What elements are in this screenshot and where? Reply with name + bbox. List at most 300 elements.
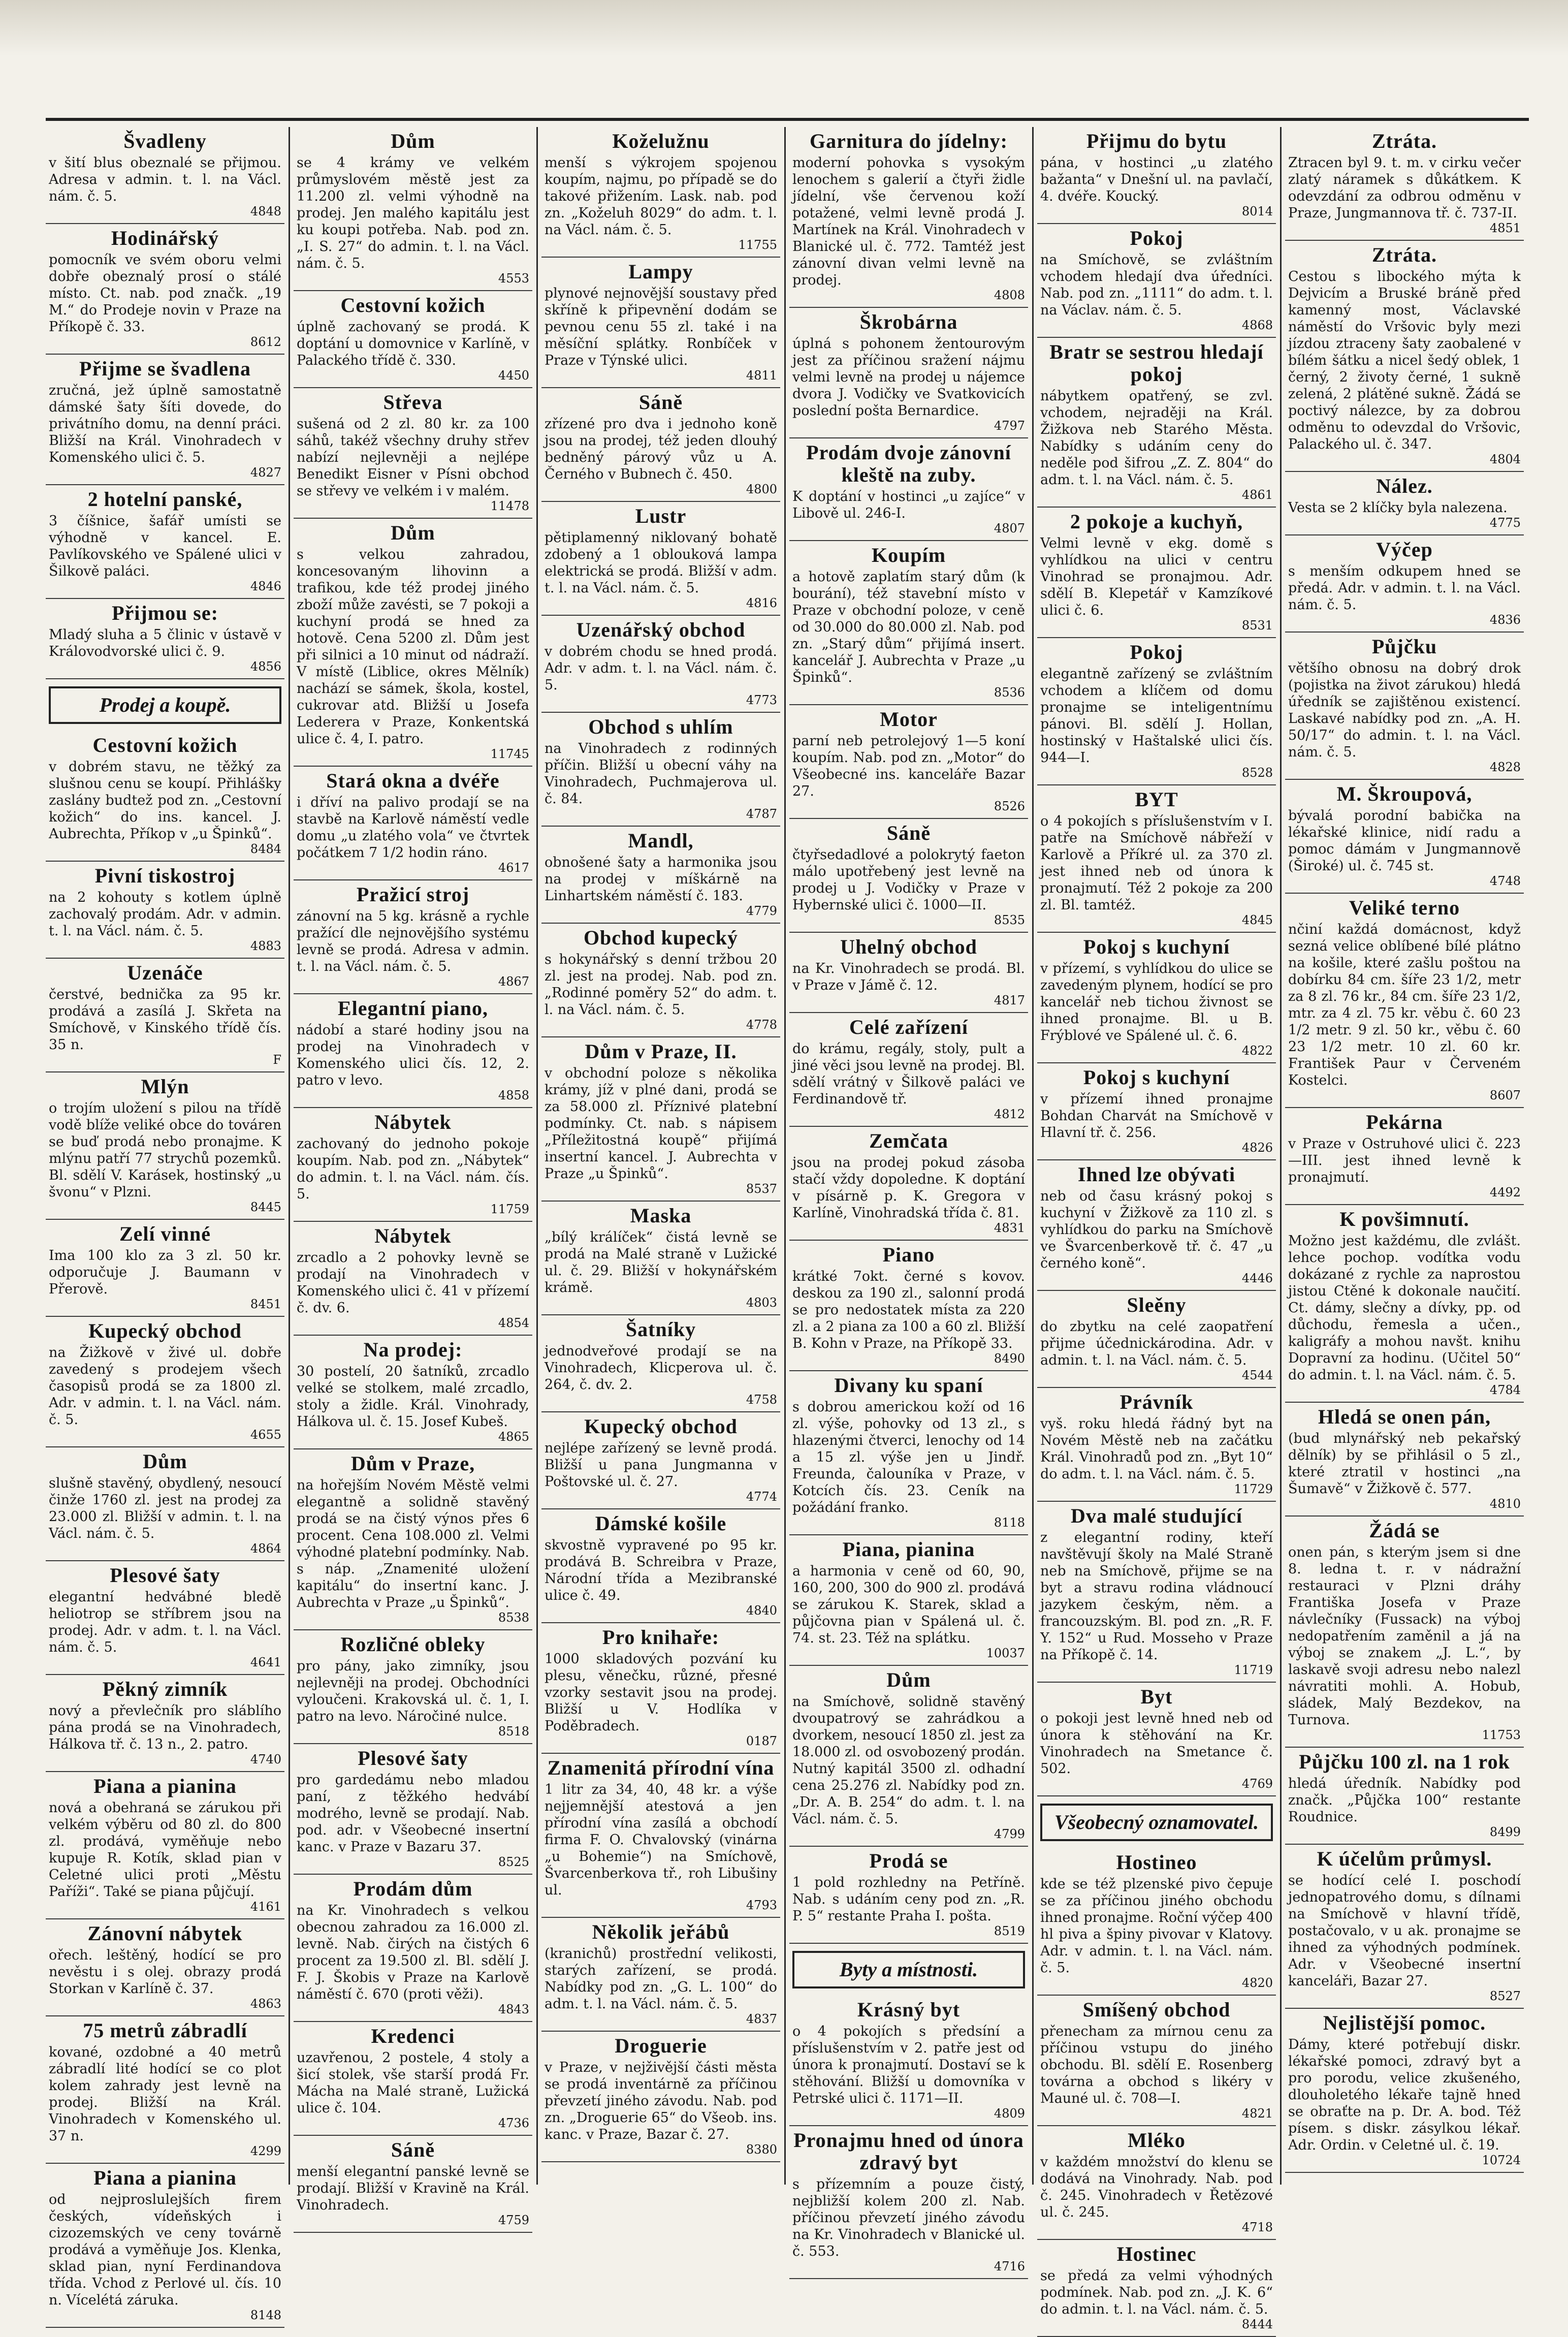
- classified-ad: [1037, 1291, 1276, 1388]
- ad-text: pro gardedámu nebo mladou paní, z těžkého hedvábí modrého, levně se prodají. Nab. pod. adr. v Všeobecné insertní kanc. v Praze v Bazaru 37.: [297, 1772, 529, 1855]
- ad-number: 8444: [1241, 2317, 1273, 2331]
- ad-text: zrcadlo a 2 pohovky levně se prodají na Vinohradech v Komenského ulici č. 41 v přízemí č. dv. 6.: [297, 1250, 529, 1316]
- ad-number: 4803: [746, 1296, 777, 1310]
- classified-ad: [789, 541, 1028, 705]
- ad-text: o 4 pokojích s příslušenstvím v I. patře na Smíchově nábřeží v Karlově a Příkré ul. za 370 zl. jest ihned neb od února k pronajmutí. Též 2 pokoje za 200 zl. Bl. tamtéž.: [1040, 813, 1273, 913]
- ad-number: 8536: [994, 685, 1025, 700]
- classified-ad: [46, 127, 284, 224]
- ad-text: pána, v hostinci „u zlatého bažanta“ v Dnešní ul. na pavlačí, 4. dvéře. Koucký.: [1040, 155, 1273, 204]
- ad-text: 1 pold rozhledny na Petříně. Nab. s udáním ceny pod zn. „R. P. 5“ restante Praha I. pošta.: [792, 1875, 1025, 1924]
- classified-ad: [541, 616, 780, 713]
- ad-headline: 75 metrů zábradlí: [83, 2019, 247, 2042]
- ad-number: 8499: [1489, 1825, 1521, 1839]
- ad-text: o 4 pokojích s předsíní a příslušenstvím v 2. patře jest od února k pronajmutí. Dostaví se k stěhování. Bližší u domovníka v Petrské ulici č. 1171—II.: [792, 2024, 1025, 2106]
- ad-text: kované, ozdobné a 40 metrů zábradlí lité hodící se co plot kolem zahrady jest levně na prodej. Bližší na Král. Vinohradech v Komenského ul. 37 n.: [49, 2044, 281, 2144]
- ad-text: i dříví na palivo prodají se na stavbě na Karlově náměstí vedle domu „u zlatého vola“ ve čtvrtek počátkem 7 1/2 hodin ráno.: [297, 795, 529, 861]
- ad-headline: M. Škroupová,: [1336, 782, 1473, 805]
- scan-edge: [0, 0, 1568, 56]
- ad-number: 4808: [994, 288, 1025, 302]
- ad-text: nový a převlečník pro sláblího pána prodá se na Vinohradech, Hálkova tř. č. 13 n., 2. patro.: [49, 1703, 281, 1752]
- ad-number: 4804: [1489, 452, 1521, 466]
- ad-headline: Škrobárna: [859, 310, 958, 333]
- ad-text: jednodveřové prodají se na Vinohradech, Klicperova ul. č. 264, č. dv. 2.: [545, 1343, 777, 1393]
- ad-number: 4740: [250, 1752, 281, 1766]
- ad-number: 4828: [1489, 760, 1521, 774]
- ad-number: 8380: [746, 2142, 777, 2157]
- ad-headline: Obchod s uhlím: [588, 715, 733, 738]
- ad-number: 4831: [994, 1221, 1025, 1235]
- ad-number: 4617: [498, 861, 529, 875]
- ad-number: 4299: [250, 2144, 281, 2158]
- ad-headline: Mlýn: [141, 1075, 189, 1098]
- ad-number: 4856: [250, 659, 281, 674]
- classified-ad: [1037, 508, 1276, 638]
- ad-text: vyš. roku hledá řádný byt na Novém Městě neb na začátku Král. Vinohradů pod zn. „Byt 10“ do adm. t. l. na Václ. nám. č. 5.: [1040, 1416, 1273, 1482]
- classified-ad: [789, 1371, 1028, 1535]
- classified-ad: [46, 355, 284, 485]
- classified-ad: [789, 308, 1028, 438]
- ad-number: 8451: [250, 1297, 281, 1311]
- classified-ad: [294, 1108, 532, 1222]
- ad-headline: Dům: [886, 1668, 931, 1691]
- ad-headline: Pokoj: [1130, 641, 1183, 664]
- ad-number: 11753: [1482, 1728, 1521, 1742]
- ad-headline: Znamenitá přírodní vína: [547, 1756, 775, 1779]
- ad-headline: Dům v Praze,: [350, 1452, 475, 1475]
- ad-headline: Mléko: [1128, 2129, 1186, 2152]
- classified-ad: [789, 2126, 1028, 2279]
- ad-headline: Ztráta.: [1371, 130, 1437, 152]
- classified-ad: [1037, 2240, 1276, 2337]
- classified-ad: [294, 767, 532, 880]
- ad-text: Mladý sluha a 5 člinic v ústavě v Královodvorské ulici č. 9.: [49, 627, 281, 659]
- ad-text: do zbytku na celé zaopatření přijme účednickárodina. Adr. v admin. t. l. na Václ. nám. č. 5.: [1040, 1319, 1273, 1368]
- classified-ad: [789, 1666, 1028, 1847]
- ad-number: 4883: [250, 939, 281, 953]
- classified-ad: [541, 2032, 780, 2162]
- ad-text: a hotově zaplatím starý dům (k bourání), též stavební místo v Praze v obchodní poloze, v ceně od 30.000 do 80.000 zl. Nab. pod zn. „Starý dům“ přijímá insert. kancelář J. Aubrechta v Praze „u Špinků“.: [792, 569, 1025, 685]
- ad-text: uzavřenou, 2 postele, 4 stoly a šicí stolek, vše starší prodá Fr. Mácha na Malé straně, Lužická ulice č. 104.: [297, 2050, 529, 2116]
- ad-number: 4821: [1241, 2106, 1273, 2121]
- classified-ad: [541, 1509, 780, 1623]
- classified-ad: [1285, 1517, 1524, 1748]
- ad-number: 4446: [1241, 1271, 1273, 1285]
- ad-headline: Přijme se švadlena: [79, 357, 251, 380]
- ad-headline: Hledá se onen pán,: [1318, 1405, 1491, 1428]
- ad-text: zručná, jež úplně samostatně dámské šaty šíti dovede, do privátního domu, na denní práci. Bližší na Král. Vinohradech v Komenského ulici č. 5.: [49, 383, 281, 465]
- ad-headline: Ztráta.: [1371, 243, 1437, 266]
- ad-text: neb od času krásný pokoj s kuchyní v Žižkově za 110 zl. s vyhlídkou do parku na Smíchově ve Švarcenberkově tř. č. 47 „u černého koně“.: [1040, 1188, 1273, 1271]
- ad-text: Velmi levně v ekg. domě s vyhlídkou na ulici v centru Vinohrad se pronajmou. Adr. sdělí B. Klepetář v Kamzíkové ulici č. 6.: [1040, 535, 1273, 618]
- ad-text: na Vinohradech z rodinných příčin. Bližší u obecní váhy na Vinohradech, Puchmajerova ul. č. 84.: [545, 741, 777, 807]
- ad-text: Dámy, které potřebují diskr. lékařské pomoci, zdravý byt a pro porodu, velice zkušeného, dlouholetého lékaře tajně hned se obraťte na p. Dr. A. bod. Též písem. s diskr. zásylkou lékař. Adr. Ordin. v Celetné ul. č. 19.: [1288, 2037, 1521, 2153]
- ad-number: 8014: [1241, 204, 1273, 218]
- classified-ad: [1037, 224, 1276, 338]
- classified-ad: [294, 2136, 532, 2233]
- classified-ad: [46, 1561, 284, 1675]
- classified-ad: [1037, 1683, 1276, 1796]
- ad-number: 4492: [1489, 1185, 1521, 1199]
- ad-headline: Dům v Praze, II.: [585, 1040, 737, 1063]
- ad-text: kde se též plzenské pivo čepuje se za příčinou jiného obchodu ihned pronajme. Roční výčep 400 hl piva a špiny pivovar v Klatovy. Adr. v admin. t. l. na Václ. nám. č. 5.: [1040, 1876, 1273, 1976]
- classified-ad: [46, 224, 284, 355]
- ad-text: v přízemí, s vyhlídkou do ulice se zavedeným plynem, hodící se pro kancelář neb tichou živnost se ihned pronajme. Bl. u B. Frýblové ve Spálené ul. č. 6.: [1040, 961, 1273, 1044]
- classified-ad: [294, 880, 532, 994]
- ad-headline: Sleěny: [1127, 1293, 1187, 1316]
- ad-headline: Pivní tiskostroj: [94, 864, 236, 887]
- section-heading: Prodej a koupě.: [49, 686, 281, 724]
- ad-text: moderní pohovka s vysokým lenochem s galerií a čtyři židle jídelní, vše červenou koží potažené, velmi levně prodá J. Martínek na Král. Vinohradech v Blanické ul. č. 772. Tamtéž jest zánovní divan velmi levně na prodej.: [792, 155, 1025, 288]
- ad-text: 1 litr za 34, 40, 48 kr. a výše nejjemnější atestová a jen přírodní vína zasílá a obchodí firma F. O. Chvalovský (vinárna „u Bohemie“) na Smíchově, Švarcenberkova tř., roh Libušiny ul.: [545, 1782, 777, 1898]
- ad-headline: Právník: [1119, 1391, 1194, 1413]
- classified-ad: [46, 1220, 284, 1317]
- ad-headline: Dva malé studující: [1071, 1504, 1242, 1527]
- ad-number: 4861: [1241, 488, 1273, 502]
- ad-headline: Nábytek: [374, 1224, 452, 1247]
- classified-ad: [1037, 1848, 1276, 1996]
- classified-ad: [541, 1037, 780, 1202]
- ad-number: 8484: [250, 842, 281, 856]
- ad-text: čtyřsedadlové a polokrytý faeton málo upotřebený jest levně na prodej u J. Vodičky v Praze v Hybernské ulici č. 1000—II.: [792, 847, 1025, 913]
- ad-headline: Sáně: [391, 2138, 435, 2161]
- ad-text: 3 číšnice, šafář umísti se výhodně v kancel. E. Pavlíkovského ve Spálené ulici v Šilkově paláci.: [49, 513, 281, 579]
- ad-text: Cestou s libockého mýta k Dejvicím a Bruské bráně před kamenný most, Václavské náměstí do Vršovic byly mezi jízdou ztraceny šaty zaobalené v bílém šátku a nicel šedý oblek, 1 černý, 2 životy černé, 1 sukně zelená, 2 plátěné sukně. Žádá se poctivý nálezce, by za dobrou odměnu to odevzdal do Vršovic, Palackého ul. č. 347.: [1288, 269, 1521, 452]
- ad-headline: Dámské košile: [595, 1512, 727, 1535]
- ad-number: 4793: [746, 1898, 777, 1912]
- ad-number: 8535: [994, 913, 1025, 927]
- classified-ad: [1285, 127, 1524, 241]
- ad-text: pětiplamenný niklovaný bohatě zdobený a 1 oblouková lampa elektrická se prodá. Bližší v adm. t. l. na Václ. nám. č. 5.: [545, 530, 777, 596]
- classified-ad: [541, 827, 780, 924]
- classified-ad: [789, 1535, 1028, 1666]
- ad-number: 8526: [994, 799, 1025, 813]
- ad-headline: Sáně: [886, 822, 931, 844]
- ad-text: Ztracen byl 9. t. m. v cirku večer zlatý náramek s důkátkem. K odevzdání za odbrou odměnu v Praze, Jungmannova tř. č. 737-II.: [1288, 155, 1521, 221]
- ad-text: úplná s pohonem žentourovým jest za příčinou sražení nájmu velmi levně na prodej u nájemce dvora J. Vodičky ve Svatkovicích poslední pošta Bernardice.: [792, 336, 1025, 419]
- classified-ad: [541, 713, 780, 827]
- ad-number: 4748: [1489, 874, 1521, 888]
- classified-ad: [46, 2164, 284, 2328]
- ad-headline: Prodám dům: [353, 1877, 473, 1900]
- ad-headline: Celé zařízení: [849, 1016, 968, 1038]
- ad-headline: Maska: [630, 1204, 692, 1227]
- column-divider: [784, 127, 786, 2185]
- ad-text: se hodící celé I. poschodí jednopatrového domu, s dílnami na Smíchově v hlavní třídě, postačovalo, v u ak. pronajme se ihned za výhodných podmínek. Adr. v Všeobecné insertní kanceláři, Bazar 27.: [1288, 1873, 1521, 1989]
- ad-headline: Přijmu do bytu: [1086, 130, 1227, 152]
- ad-number: 8525: [498, 1855, 529, 1869]
- classified-ad: [294, 2022, 532, 2136]
- classified-ad: [1285, 1748, 1524, 1845]
- ad-number: 4868: [1241, 318, 1273, 332]
- ad-text: se předá za velmi výhodných podmínek. Nab. pod zn. „J. K. 6“ do admin. t. l. na Václ. nám. č. 5.: [1040, 2268, 1273, 2317]
- classified-ad: [1037, 1502, 1276, 1683]
- ad-number: 4759: [498, 2213, 529, 2227]
- classified-ad: [46, 1072, 284, 1220]
- classified-ad: [1037, 1388, 1276, 1502]
- ad-number: 4774: [746, 1490, 777, 1504]
- ad-number: 4810: [1489, 1497, 1521, 1511]
- ad-number: 4784: [1489, 1383, 1521, 1397]
- classified-ad: [1285, 1845, 1524, 2009]
- ad-text: elegantní hedvábné bledě heliotrop se stříbrem jsou na prodej. Adr. v adm. t. l. na Václ. nám. č. 5.: [49, 1589, 281, 1655]
- ad-text: nová a obehraná se zárukou při velkém výběru od 80 zl. do 800 zl. prodává, vyměňuje nebo kupuje R. Kotík, sklad pian v Celetné ulici proti „Městu Paříži“. Také se piana půjčují.: [49, 1800, 281, 1900]
- ad-number: 4716: [994, 2259, 1025, 2273]
- ad-text: s dobrou americkou koží od 16 zl. výše, pohovky od 13 zl., s hlazenými čtverci, lenochy od 14 a 15 zl. výše jen u Jindř. Freunda, čalouníka v Praze, v Kotcích čís. 23. Ceník na požádání franko.: [792, 1399, 1025, 1515]
- ad-number: 4812: [994, 1107, 1025, 1121]
- classified-ad: [541, 1754, 780, 1918]
- ad-number: 4787: [746, 807, 777, 821]
- ad-headline: Hostinec: [1116, 2243, 1197, 2265]
- ad-text: od nejproslulejších firem českých, vídeňských i cizozemských ve ceny továrně prodává a vyměňuje Jos. Klenka, sklad pian, nyní Ferdinandova třída. Vchod z Perlové ul. čís. 10 n. Vícelétá záruka.: [49, 2192, 281, 2308]
- ad-headline: 2 pokoje a kuchyň,: [1070, 510, 1243, 533]
- ad-number: 8118: [994, 1515, 1025, 1530]
- ad-number: 8519: [994, 1924, 1025, 1938]
- ad-text: zánovní na 5 kg. krásně a rychle pražící dle nejnovějšího systému levně se prodá. Adresa v admin. t. l. na Václ. nám. č. 5.: [297, 908, 529, 974]
- classified-ad: [541, 1202, 780, 1315]
- classified-ad: [541, 388, 780, 502]
- ad-number: 4822: [1241, 1044, 1273, 1058]
- classified-ad: [541, 1412, 780, 1509]
- ad-text: v šití blus obeznalé se přijmou. Adresa v admin. t. l. na Václ. nám. č. 5.: [49, 155, 281, 204]
- ad-text: o pokoji jest levně hned neb od února k stěhování na Kr. Vinohradech na Smetance č. 502.: [1040, 1711, 1273, 1777]
- ad-number: 4450: [498, 368, 529, 383]
- ad-number: 4826: [1241, 1141, 1273, 1155]
- ad-headline: K účelům průmysl.: [1317, 1847, 1492, 1870]
- ad-headline: Hostineo: [1116, 1851, 1197, 1874]
- classified-ad: [1285, 2009, 1524, 2173]
- ad-number: 4864: [250, 1541, 281, 1556]
- classified-ad: [294, 1744, 532, 1875]
- ad-headline: Dům: [143, 1450, 187, 1473]
- ad-number: 10037: [986, 1646, 1025, 1660]
- ad-number: 4858: [498, 1088, 529, 1102]
- ad-headline: Uzenářský obchod: [576, 618, 746, 641]
- ad-text: nábytkem opatřený, se zvl. vchodem, nejraději na Král. Žižkova neb Starého Města. Nabídky s udáním ceny do neděle pod šifrou „Z. Z. 804“ do adm. t. l. na Václ. nám. č. 5.: [1040, 388, 1273, 488]
- ad-headline: Byt: [1140, 1685, 1173, 1708]
- classified-ad: [1285, 1108, 1524, 1205]
- ad-number: 10724: [1482, 2153, 1521, 2167]
- ad-text: na Smíchově, se zvláštním vchodem hledají dva úředníci. Nab. pod zn. „1111“ do adm. t. l. na Václav. nám. č. 5.: [1040, 252, 1273, 318]
- ad-headline: Pro knihaře:: [602, 1626, 720, 1649]
- ad-text: v dobrém chodu se hned prodá. Adr. v adm. t. l. na Václ. nám. č. 5.: [545, 644, 777, 693]
- classified-ad: [1037, 1063, 1276, 1160]
- classified-ad: [789, 1127, 1028, 1241]
- classified-ad: [294, 1222, 532, 1336]
- ad-text: v obchodní poloze s několika krámy, jíž v plné dani, prodá se za 58.000 zl. Příznivé platební podmínky. Ct. nab. s nápisem „Příležitostná koupě“ přijímá insertní kancel. J. Aubrechta v Praze „u Špinků“.: [545, 1065, 777, 1182]
- ad-number: 4807: [994, 521, 1025, 535]
- ad-number: 11478: [490, 499, 529, 513]
- ad-headline: Kupecký obchod: [88, 1319, 242, 1342]
- ad-text: s velkou zahradou, koncesovaným lihovinn a trafikou, kde též prodej jiného zboží může zavésti, se 7 pokoji a kuchyní prodá se hned za hotově. Cena 5200 zl. Dům jest při silnici a 10 minut od nádraží. V místě (Liblice, okres Mělník) nachází se sámek, škola, kostel, cukrovar atd. Bližší u Josefa Lederera v Praze, Konkentská ulice č. 4, I. patro.: [297, 547, 529, 747]
- classified-ad: [1037, 1996, 1276, 2126]
- ad-number: 4840: [746, 1603, 777, 1618]
- ad-text: obnošené šaty a harmonika jsou na prodej v míškárně na Linhartském náměstí č. 183.: [545, 855, 777, 904]
- ad-headline: Pokoj s kuchyní: [1083, 1066, 1230, 1089]
- top-rule: [46, 118, 1529, 121]
- ad-number: 4799: [994, 1827, 1025, 1841]
- classified-ad: [1037, 933, 1276, 1063]
- ad-text: hledá úředník. Nabídky pod značk. „Půjčka 100“ restante Roudnice.: [1288, 1776, 1521, 1825]
- ad-headline: Pekárna: [1366, 1111, 1443, 1133]
- classified-ad: [1285, 1403, 1524, 1517]
- ad-headline: Výčep: [1376, 538, 1433, 561]
- classified-ad: [1285, 241, 1524, 472]
- ad-headline: Piano: [882, 1243, 935, 1266]
- classified-ad: [46, 1317, 284, 1447]
- ad-text: menší s výkrojem spojenou koupím, najmu, po případě se do takové přižením. Lask. nab. pod zn. „Koželuh 8029“ do adm. t. l. na Václ. nám. č. 5.: [545, 155, 777, 238]
- ad-text: elegantně zařízený se zvláštním vchodem a klíčem od domu pronajme se inteligentnímu pánovi. Bl. sdělí J. Hollan, hostinský v Haštalské ulici čís. 944—I.: [1040, 666, 1273, 766]
- ad-number: 4553: [498, 271, 529, 286]
- ad-number: 4863: [250, 1997, 281, 2011]
- ad-number: 4854: [498, 1316, 529, 1330]
- ad-number: 4718: [1241, 2220, 1273, 2234]
- ad-number: 4800: [746, 482, 777, 496]
- column-3: [541, 127, 780, 2185]
- ad-number: 11745: [490, 747, 529, 761]
- column-1: [46, 127, 284, 2322]
- classified-ad: [46, 1675, 284, 1772]
- ad-headline: Cestovní kožich: [340, 294, 486, 317]
- ad-headline: Uhelný obchod: [840, 935, 977, 958]
- classified-ad: [1037, 785, 1276, 933]
- column-4: [789, 127, 1028, 2273]
- ad-headline: Půjčku: [1371, 635, 1437, 658]
- classified-ad: [46, 1919, 284, 2016]
- ad-text: (bud mlynářský neb pekařský dělník) by se přihlásil o 5 zl., které ztratil v hostinci „na Šumavě“ v Žižkově č. 577.: [1288, 1431, 1521, 1497]
- ad-headline: Piana, pianina: [842, 1538, 975, 1561]
- ad-headline: K povšimnutí.: [1339, 1208, 1469, 1230]
- ad-text: jsou na prodej pokud zásoba stačí vždy dopoledne. K doptání v písárně p. K. Gregora v Karlíně, Vinohradská třída č. 81.: [792, 1155, 1025, 1221]
- ad-text: s menším odkupem hned se předá. Adr. v admin. t. l. na Václ. nám. č. 5.: [1288, 563, 1521, 613]
- ad-headline: Plesové šaty: [110, 1564, 220, 1587]
- ad-text: na Smíchově, solidně stavěný dvoupatrový se zahrádkou a dvorkem, nesoucí 1850 zl. jest za 18.000 zl. od osvobozený prodán. Nutný kapitál 3500 zl. odhadní cena 25.276 zl. Nabídky pod zn. „Dr. A. B. 254“ do adm. t. l. na Václ. nám. č. 5.: [792, 1694, 1025, 1827]
- ad-text: (kranichů) prostřední velikosti, starých zařízení, se prodá. Nabídky pod zn. „G. L. 100“ do adm. t. l. na Václ. nám. č. 5.: [545, 1946, 777, 2012]
- ad-headline: Lustr: [635, 504, 687, 527]
- ad-text: 1000 skladových pozvání ku plesu, věnečku, různé, přesné vzorky sestavit jsou na prodej. Bližší u V. Hodlíka v Poděbradech.: [545, 1651, 777, 1734]
- classified-ad: [294, 1875, 532, 2022]
- ad-headline: Koupím: [871, 544, 946, 566]
- ad-headline: Garnitura do jídelny:: [810, 130, 1008, 152]
- ad-number: 8445: [250, 1200, 281, 1214]
- classified-ad: [46, 2016, 284, 2164]
- ad-text: ořech. leštěný, hodící se pro nevěstu i s olej. obrazy prodá Storkan v Karlíně č. 37.: [49, 1947, 281, 1997]
- classified-ad: [46, 1772, 284, 1919]
- ad-headline: Prodá se: [869, 1849, 948, 1872]
- ad-text: se 4 krámy ve velkém průmyslovém městě jest za 11.200 zl. velmi výhodně na prodej. Jen malého kapitálu jest ku koupi potřeba. Nab. pod zn. „I. S. 27“ do admin. t. l. na Václ. nám. č. 5.: [297, 155, 529, 271]
- classified-ad: [1285, 535, 1524, 633]
- classified-ad: [1285, 472, 1524, 535]
- ad-number: 0187: [746, 1734, 777, 1748]
- ad-headline: Pěkný zimník: [102, 1678, 228, 1700]
- ad-number: 8527: [1489, 1989, 1521, 2003]
- ad-text: úplně zachovaný se prodá. K doptání u domovnice v Karlíně, v Palackého třídě č. 330.: [297, 319, 529, 368]
- ad-headline: Kupecký obchod: [584, 1415, 738, 1438]
- ad-headline: Prodám dvoje zánovní kleště na zuby.: [806, 441, 1011, 486]
- ad-headline: Piana a pianina: [93, 1775, 237, 1797]
- ad-number: 8518: [498, 1724, 529, 1739]
- ad-text: v každém množství do klenu se dodává na Vinohrady. Nab. pod č. 245. Vinohradech v Řetězové ul. č. 245.: [1040, 2154, 1273, 2220]
- ad-headline: Nález.: [1376, 475, 1433, 497]
- ad-number: 4769: [1241, 1777, 1273, 1791]
- classified-ad: [294, 127, 532, 291]
- classified-ad: [1285, 894, 1524, 1108]
- classified-ad: [294, 1449, 532, 1630]
- classified-ad: [294, 994, 532, 1108]
- ad-text: v Praze v Ostruhové ulici č. 223—III. jest ihned levně k pronajmutí.: [1288, 1136, 1521, 1185]
- ad-number: F: [273, 1053, 281, 1067]
- ad-headline: Stará okna a dvéře: [326, 769, 500, 792]
- ad-number: 4865: [498, 1430, 529, 1444]
- ad-headline: Rozličné obleky: [340, 1633, 486, 1656]
- ad-text: onen pán, s kterým jsem si dne 8. ledna t. r. v nádražní restauraci v Plzni dráhy Františka Josefa v Praze návlečníky (Fussack) na výboj nedopatřením zaměnil a já na výboj se znakem „J. L.“, by laskavě svoji adresu nebo nalezl návratiti mohli. A. Hobub, sládek, Malý Bezdekov, na Turnova.: [1288, 1544, 1521, 1728]
- classified-ad: [541, 127, 780, 258]
- ad-headline: Krásný byt: [857, 1998, 961, 2021]
- ad-text: čerstvé, bednička za 95 kr. prodává a zasílá J. Skřeta na Smíchově, v Kinského třídě čís. 35 n.: [49, 987, 281, 1053]
- ad-text: „bílý králíček“ čistá levně se prodá na Malé straně v Lužické ul. č. 29. Bližší v hokynářském krámě.: [545, 1229, 777, 1296]
- ad-number: 4641: [250, 1655, 281, 1669]
- ad-text: do krámu, regály, stoly, pult a jiné věci jsou levně na prodej. Bl. sdělí vrátný v Šilkově paláci ve Ferdinandově tř.: [792, 1041, 1025, 1107]
- ad-text: nádobí a staré hodiny jsou na prodej na Vinohradech v Komenského ulici čís. 12, 2. patro v levo.: [297, 1022, 529, 1088]
- ad-headline: Přijmou se:: [112, 602, 218, 624]
- classified-ad: [1037, 638, 1276, 785]
- ad-text: slušně stavěný, obydlený, nesoucí činže 1760 zl. jest na prodej za 23.000 zl. Bližší v admin. t. l. na Václ. nám. č. 5.: [49, 1475, 281, 1541]
- ad-text: na Žižkově v živé ul. dobře zavedený s prodejem všech časopisů prodá se za 1800 zl. Adr. v admin. t. l. na Václ. nám. č. 5.: [49, 1345, 281, 1428]
- ad-text: Vesta se 2 klíčky byla nalezena.: [1288, 500, 1508, 516]
- ad-text: Ima 100 klo za 3 zl. 50 kr. odporučuje J. Baumann v Přerově.: [49, 1248, 281, 1297]
- ad-text: na Kr. Vinohradech se prodá. Bl. v Praze v Jámě č. 12.: [792, 961, 1025, 993]
- classified-ad: [294, 291, 532, 388]
- ad-headline: Piana a pianina: [93, 2166, 237, 2189]
- ad-headline: Sáně: [638, 391, 683, 414]
- ad-number: 4758: [746, 1393, 777, 1407]
- ad-headline: Nábytek: [374, 1111, 452, 1133]
- ad-headline: Pronajmu hned od února zdravý byt: [793, 2129, 1024, 2174]
- classified-ad: [789, 438, 1028, 541]
- classified-ad: [541, 924, 780, 1037]
- ad-number: 11719: [1234, 1663, 1273, 1677]
- ad-text: zachovaný do jednoho pokoje koupím. Nab. pod zn. „Nábytek“ do admin. t. l. na Václ. nám. čís. 5.: [297, 1136, 529, 1202]
- ad-text: skvostně vypravené po 95 kr. prodává B. Schreibra v Praze, Národní třída a Mezibranské ulice č. 49.: [545, 1537, 777, 1603]
- ad-text: zřízené pro dva i jednoho koně jsou na prodej, též jeden dlouhý bedněný párový vůz u A. Černého v Bubnech č. 450.: [545, 416, 777, 482]
- ad-number: 8538: [498, 1610, 529, 1625]
- ad-number: 11759: [490, 1202, 529, 1216]
- column-2: [294, 127, 532, 2227]
- ad-headline: Zánovní nábytek: [87, 1922, 243, 1945]
- ad-headline: Pražicí stroj: [356, 883, 470, 906]
- column-5: [1037, 127, 1276, 2331]
- ad-headline: Pokoj s kuchyní: [1083, 935, 1230, 958]
- ad-number: 4809: [994, 2106, 1025, 2121]
- classified-ad: [46, 599, 284, 679]
- ad-number: 4816: [746, 596, 777, 610]
- classified-ad: [294, 1336, 532, 1449]
- ad-text: v dobrém stavu, ne těžký za slušnou cenu se koupí. Přihlášky zaslány budtež pod zn. „Cestovní kožich“ do ins. kancel. J. Aubrechta, Příkop v „u Špinků“.: [49, 759, 281, 842]
- ad-number: 4655: [250, 1428, 281, 1442]
- classified-ad: [1037, 338, 1276, 508]
- ad-number: 8537: [746, 1182, 777, 1196]
- ad-number: 4161: [250, 1900, 281, 1914]
- ad-number: 4820: [1241, 1976, 1273, 1990]
- ad-headline: Pokoj: [1130, 227, 1183, 249]
- newspaper-page: [46, 127, 1529, 2331]
- ad-text: nejlépe zařízený se levně prodá. Bližší u pana Jungmanna v Poštovské ul. č. 27.: [545, 1440, 777, 1490]
- ad-number: 8490: [994, 1351, 1025, 1366]
- classified-ad: [541, 502, 780, 616]
- ad-number: 4736: [498, 2116, 529, 2130]
- ad-number: 4544: [1241, 1368, 1273, 1382]
- ad-text: s přízemním a pouze čistý, nejbližší kolem 200 zl. Nab. příčinou převzetí jiného závodu na Kr. Vinohradech v Blanické ul. č. 553.: [792, 2176, 1025, 2259]
- classified-ad: [46, 959, 284, 1072]
